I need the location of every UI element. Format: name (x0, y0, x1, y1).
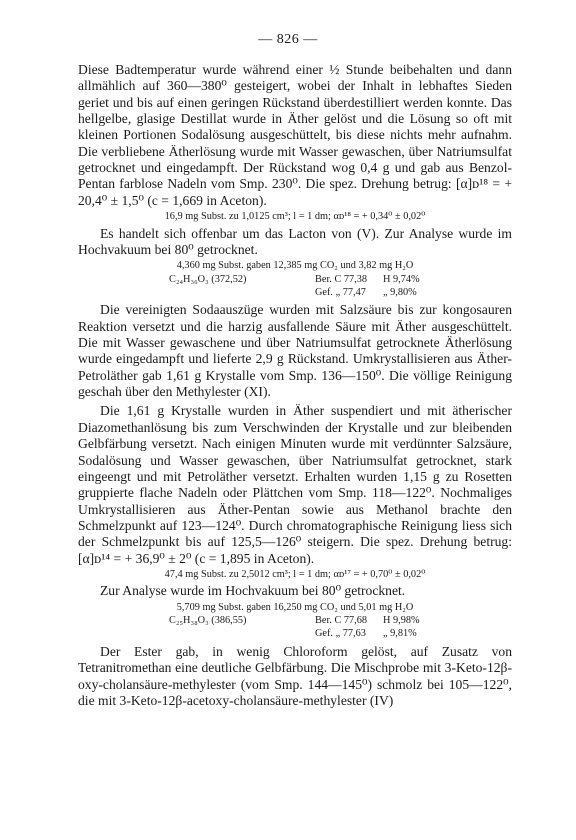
measurement-1: 16,9 mg Subst. zu 1,0125 cm³; l = 1 dm; αᴅ¹⁸ = + 0,34⁰ ± 0,02⁰ (164, 211, 426, 223)
analysis-ber-h: H 9,74% (383, 273, 420, 285)
paragraph-5: Zur Analyse wurde im Hochvakuum bei 80⁰ getrocknet. (100, 583, 406, 599)
analysis-formula: C₂₄H₃₆O₃ (372,52) (169, 273, 247, 285)
analysis-gef-c: Gef. „ 77,63 (315, 628, 366, 640)
body-text (78, 62, 512, 709)
analysis-ber-c: Ber. C 77,68 (315, 615, 368, 627)
analysis-row-ber (145, 614, 445, 627)
analysis-ber-c: Ber. C 77,38 (315, 273, 368, 285)
page-number: — 826 — (258, 32, 318, 47)
analysis-header: 4,360 mg Subst. gaben 12,385 mg CO₂ und 3,82 mg H₂O (176, 260, 414, 272)
analysis-gef-h: „ 9,81% (383, 628, 417, 640)
paragraph-2: Es handelt sich offenbar um das Lacton von (V). Zur Analyse wurde im Hochvakuum bei 80⁰ getrocknet. (78, 225, 512, 257)
analysis-row-gef (145, 627, 445, 640)
analysis-header: 5,709 mg Subst. gaben 16,250 mg CO₂ und 5,01 mg H₂O (176, 601, 414, 613)
analysis-formula: C₂₅H₃₈O₃ (386,55) (169, 615, 247, 627)
paragraph-4: Die 1,61 g Krystalle wurden in Äther suspendiert und mit ätherischer Diazomethanlösung bis zum Verschwinden der Krystalle und zur bleibenden Gelbfärbung versetzt. Nach einigen Minuten wurde mit verdünnter Salzsäure, Sodalösung und Wasser gewaschen, über Natriumsulfat getrocknet, stark eingeengt und mit Petroläther versetzt. Erhalten wurden 1,15 g zu Rosetten gruppierte flache Nadeln oder Plättchen vom Smp. 118—122⁰. Nochmaliges Umkrystallisieren aus Äther-Pentan sowie aus Methanol brachte den Schmelzpunkt auf 123—124⁰. Durch chromatographische Reinigung liess sich der Schmelzpunkt bis auf 125,5—126⁰ steigern. Die spez. Drehung betrug: [α]ᴅ¹⁴ = + 36,9⁰ ± 2⁰ (c = 1,895 in Aceton). (78, 403, 512, 566)
analysis-row-ber (145, 273, 445, 286)
analysis-block-2 (145, 601, 445, 641)
paragraph-1: Diese Badtemperatur wurde während einer ½ Stunde beibehalten und dann allmählich auf 360—380⁰ gesteigert, wobei der Inhalt in lebhaftes Sieden geriet und bis auf einen geringen Rückstand überdestilliert werden konnte. Das hellgelbe, glasige Destillat wurde in Äther gelöst und die Lösung so oft mit kleinen Portionen Sodalösung ausgeschüttelt, bis diese nichts mehr aufnahm. Die verbliebene Ätherlösung wurde mit Wasser gewaschen, über Natriumsulfat getrocknet und eingedampft. Der Rückstand wog 0,4 g und gab aus Benzol-Pentan farblose Nadeln vom Smp. 230⁰. Die spez. Drehung betrug: [α]ᴅ¹⁸ = + 20,4⁰ ± 1,5⁰ (c = 1,669 in Aceton). (78, 62, 512, 208)
analysis-row-gef (145, 286, 445, 299)
analysis-gef-h: „ 9,80% (383, 287, 417, 298)
analysis-block-1 (145, 259, 445, 299)
paragraph-3: Die vereinigten Sodaauszüge wurden mit Salzsäure bis zur kongosauren Reaktion versetzt und die harzig ausfallende Säure mit Äther ausgeschüttelt. Die mit Wasser gewaschene und über Natriumsulfat getrocknete Ätherlösung wurde eingedampft und lieferte 2,9 g Rückstand. Umkrystallisieren aus Äther-Petroläther gab 1,61 g Krystalle vom Smp. 136—150⁰. Die völlige Reinigung geschah über den Methylester (XI). (78, 302, 512, 400)
analysis-ber-h: H 9,98% (383, 615, 420, 627)
measurement-2: 47,4 mg Subst. zu 2,5012 cm³; l = 1 dm; αᴅ¹⁷ = + 0,70⁰ ± 0,02⁰ (164, 568, 426, 580)
analysis-gef-c: Gef. „ 77,47 (315, 287, 366, 298)
paragraph-6: Der Ester gab, in wenig Chloroform gelöst, auf Zusatz von Tetranitromethan eine deutliche Gelbfärbung. Die Mischprobe mit 3-Keto-12β-oxy-cholansäure-methylester (vom Smp. 144—145⁰) schmolz bei 105—122⁰, die mit 3-Keto-12β-acetoxy-cholansäure-methylester (IV) (78, 643, 512, 708)
